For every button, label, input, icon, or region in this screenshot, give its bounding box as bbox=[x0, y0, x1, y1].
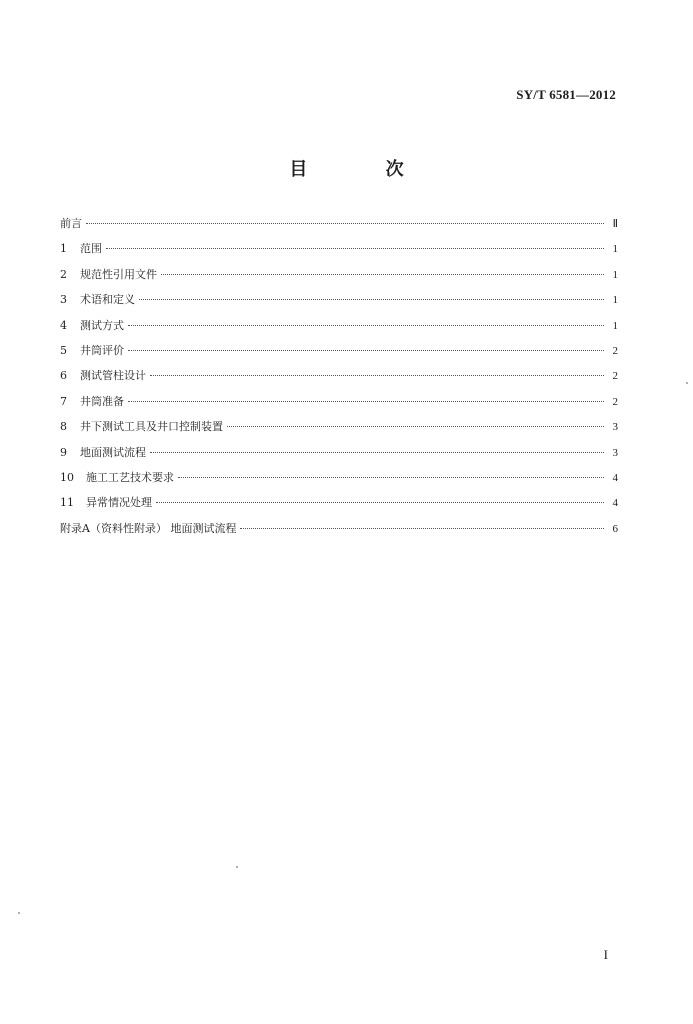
toc-entry-page: Ⅱ bbox=[612, 218, 618, 230]
toc-entry-2[interactable] bbox=[60, 266, 618, 291]
dot-leader bbox=[106, 248, 604, 249]
standard-code: SY/T 6581—2012 bbox=[516, 87, 616, 102]
scan-speck bbox=[686, 382, 688, 384]
toc-entry-page: 1 bbox=[612, 243, 618, 256]
scan-speck bbox=[18, 912, 20, 914]
toc-entry-9[interactable] bbox=[60, 444, 618, 469]
page-number: I bbox=[603, 947, 608, 962]
toc-title: 目 次 bbox=[289, 159, 440, 180]
dot-leader bbox=[150, 375, 604, 376]
toc-entry-number: 4 bbox=[60, 318, 67, 332]
dot-leader bbox=[240, 528, 604, 529]
toc-entry-number: 9 bbox=[60, 445, 67, 459]
toc-entry-title: 井筒评价 bbox=[80, 343, 124, 357]
toc-entry-3[interactable] bbox=[60, 291, 618, 316]
dot-leader bbox=[128, 350, 604, 351]
toc-entry-page: 3 bbox=[612, 446, 618, 459]
toc-entry-page: 2 bbox=[612, 395, 618, 408]
dot-leader bbox=[227, 426, 604, 427]
toc-entry-number: 5 bbox=[60, 343, 67, 357]
table-of-contents bbox=[60, 215, 618, 545]
toc-entry-4[interactable] bbox=[60, 317, 618, 342]
toc-entry-title: 异常情况处理 bbox=[86, 496, 152, 510]
toc-entry-11[interactable] bbox=[60, 494, 618, 519]
toc-entry-page: 1 bbox=[612, 319, 618, 332]
dot-leader bbox=[128, 325, 604, 326]
toc-entry-6[interactable] bbox=[60, 367, 618, 392]
toc-entry-number: 8 bbox=[60, 420, 67, 434]
dot-leader bbox=[156, 502, 604, 503]
toc-entry-title: 范围 bbox=[80, 242, 102, 256]
toc-entry-number: 10 bbox=[60, 470, 74, 484]
toc-entry-title: 地面测试流程 bbox=[80, 445, 146, 459]
dot-leader bbox=[178, 477, 604, 478]
toc-entry-number: 2 bbox=[60, 267, 67, 281]
toc-entry-page: 6 bbox=[612, 522, 618, 535]
dot-leader bbox=[139, 299, 604, 300]
scan-speck bbox=[236, 866, 238, 868]
toc-entry-page: 1 bbox=[612, 294, 618, 307]
dot-leader bbox=[161, 274, 604, 275]
toc-entry-page: 2 bbox=[612, 344, 618, 357]
toc-entry-number: 6 bbox=[60, 369, 67, 383]
toc-entry-10[interactable] bbox=[60, 469, 618, 494]
toc-entry-page: 4 bbox=[612, 497, 618, 510]
toc-entry-title: 测试管柱设计 bbox=[80, 369, 146, 383]
toc-entry-number: 1 bbox=[60, 242, 67, 256]
toc-entry-8[interactable] bbox=[60, 418, 618, 443]
toc-entry-7[interactable] bbox=[60, 393, 618, 418]
dot-leader bbox=[86, 223, 604, 224]
toc-entry-title: 施工工艺技术要求 bbox=[86, 470, 174, 484]
toc-entry-number: 3 bbox=[60, 293, 67, 307]
toc-entry-page: 3 bbox=[612, 421, 618, 434]
toc-entry-5[interactable] bbox=[60, 342, 618, 367]
toc-entry-number: 11 bbox=[60, 496, 74, 510]
toc-entry-title: 附录A（资料性附录） 地面测试流程 bbox=[60, 521, 237, 535]
toc-entry-page: 2 bbox=[612, 370, 618, 383]
toc-entry-page: 1 bbox=[612, 268, 618, 281]
toc-entry-annex-a[interactable] bbox=[60, 520, 618, 545]
toc-entry-foreword[interactable] bbox=[60, 215, 618, 240]
dot-leader bbox=[128, 401, 604, 402]
dot-leader bbox=[150, 452, 604, 453]
toc-entry-title: 规范性引用文件 bbox=[80, 267, 157, 281]
toc-entry-title: 井下测试工具及井口控制装置 bbox=[80, 420, 223, 434]
toc-entry-page: 4 bbox=[612, 471, 618, 484]
toc-entry-title: 测试方式 bbox=[80, 318, 124, 332]
toc-entry-title: 井筒准备 bbox=[80, 394, 124, 408]
toc-entry-1[interactable] bbox=[60, 240, 618, 265]
toc-entry-title: 术语和定义 bbox=[80, 293, 135, 307]
toc-entry-title: 前言 bbox=[60, 217, 82, 230]
toc-entry-number: 7 bbox=[60, 394, 67, 408]
